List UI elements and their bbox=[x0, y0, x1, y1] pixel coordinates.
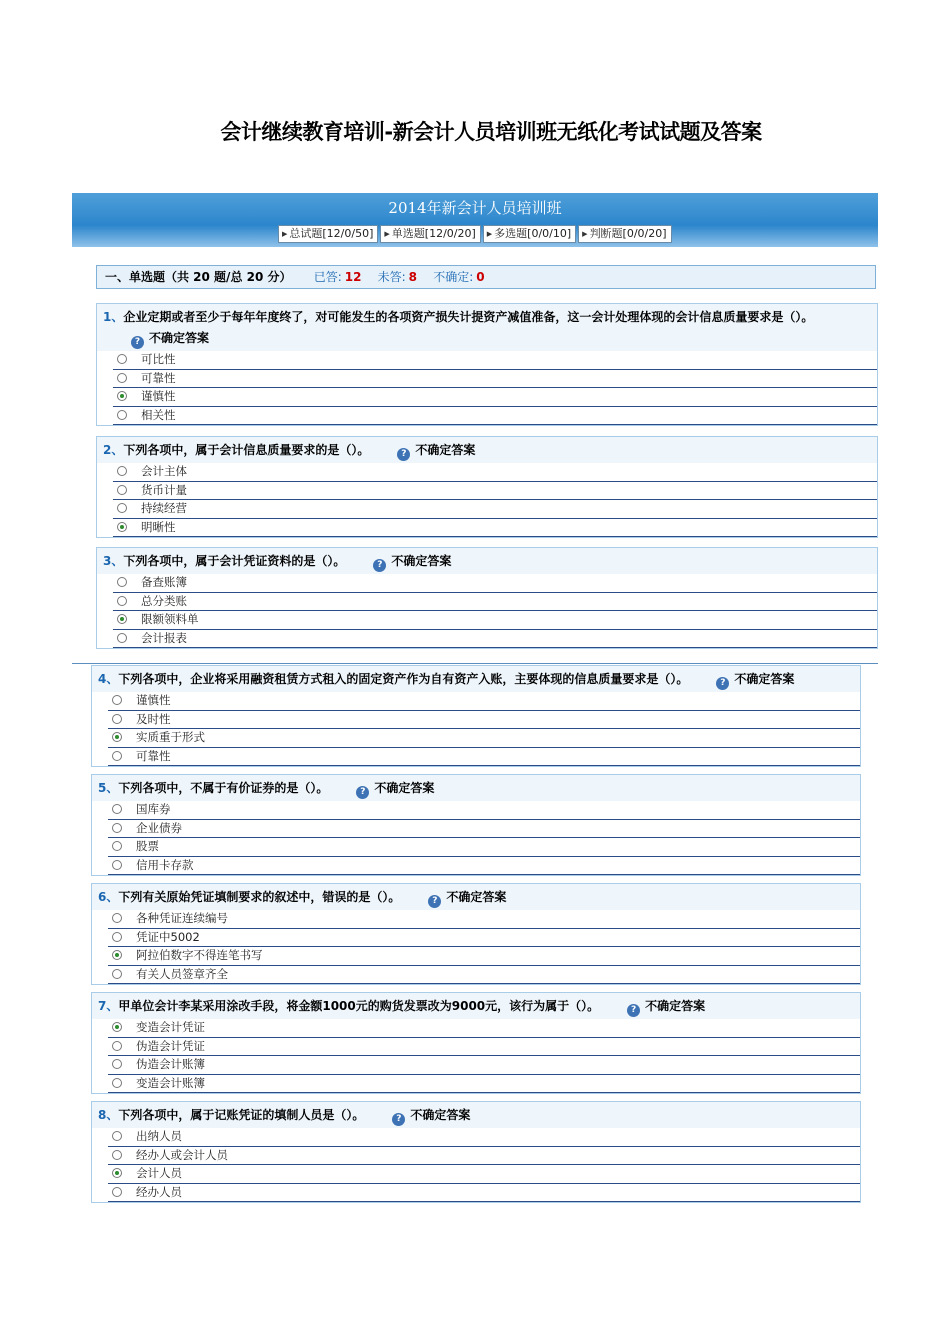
radio-icon[interactable] bbox=[112, 1059, 122, 1069]
answer-option[interactable] bbox=[108, 857, 860, 876]
answer-option[interactable] bbox=[108, 1075, 860, 1094]
radio-icon[interactable] bbox=[112, 823, 122, 833]
radio-icon[interactable] bbox=[117, 354, 127, 364]
unsure-answer-toggle[interactable] bbox=[356, 781, 434, 795]
question-number: 7、 bbox=[98, 999, 119, 1013]
radio-selected-icon[interactable] bbox=[112, 950, 122, 960]
tab-single-choice[interactable]: ▶ 单选题[12/0/20] bbox=[380, 225, 480, 243]
answer-option[interactable] bbox=[113, 500, 877, 519]
question-block bbox=[96, 436, 878, 538]
answer-option[interactable] bbox=[108, 929, 860, 948]
question-number: 1、 bbox=[103, 310, 124, 324]
unsure-label: 不确定答案 bbox=[645, 999, 706, 1013]
option-label: 谨慎性 bbox=[136, 693, 171, 707]
answer-option[interactable] bbox=[113, 482, 877, 501]
option-label: 会计人员 bbox=[136, 1166, 182, 1180]
radio-icon[interactable] bbox=[112, 913, 122, 923]
question-block bbox=[96, 547, 878, 649]
unsure-answer-toggle[interactable] bbox=[397, 443, 475, 457]
radio-icon[interactable] bbox=[112, 841, 122, 851]
option-label: 信用卡存款 bbox=[136, 857, 194, 872]
unanswered-count: 未答: 8 bbox=[377, 270, 418, 284]
option-label: 变造会计账簿 bbox=[136, 1075, 205, 1090]
question-number: 8、 bbox=[98, 1108, 119, 1122]
radio-icon[interactable] bbox=[117, 503, 127, 513]
answer-option[interactable] bbox=[108, 966, 860, 985]
radio-icon[interactable] bbox=[112, 1150, 122, 1160]
radio-icon[interactable] bbox=[112, 860, 122, 870]
question-number: 4、 bbox=[98, 672, 119, 686]
unsure-count: 不确定: 0 bbox=[433, 270, 485, 284]
option-label: 可靠性 bbox=[136, 748, 171, 763]
radio-icon[interactable] bbox=[112, 1187, 122, 1197]
option-label: 国库券 bbox=[136, 802, 171, 816]
radio-icon[interactable] bbox=[112, 1078, 122, 1088]
question-stem bbox=[92, 884, 860, 910]
radio-selected-icon[interactable] bbox=[117, 614, 127, 624]
answer-option[interactable] bbox=[113, 407, 877, 426]
triangle-right-icon: ▶ bbox=[384, 230, 390, 238]
help-icon: ? bbox=[428, 895, 441, 908]
option-label: 有关人员签章齐全 bbox=[136, 966, 228, 981]
answer-option[interactable] bbox=[108, 729, 860, 748]
unsure-label: 不确定答案 bbox=[415, 443, 476, 457]
help-icon: ? bbox=[627, 1004, 640, 1017]
section-title: 一、单选题（共 20 题/总 20 分） bbox=[105, 270, 292, 284]
radio-icon[interactable] bbox=[117, 577, 127, 587]
radio-icon[interactable] bbox=[117, 410, 127, 420]
question-block bbox=[91, 774, 861, 876]
question-block bbox=[91, 992, 861, 1094]
question-number: 5、 bbox=[98, 781, 119, 795]
answer-option[interactable] bbox=[113, 519, 877, 538]
option-label: 变造会计凭证 bbox=[136, 1020, 205, 1034]
radio-icon[interactable] bbox=[112, 969, 122, 979]
radio-icon[interactable] bbox=[117, 373, 127, 383]
answer-option[interactable] bbox=[108, 910, 860, 929]
help-icon: ? bbox=[131, 336, 144, 349]
question-stem bbox=[97, 304, 877, 351]
unsure-answer-toggle[interactable] bbox=[392, 1108, 470, 1122]
question-stem bbox=[92, 1102, 860, 1128]
option-label: 会计报表 bbox=[141, 630, 187, 645]
question-text: 企业定期或者至少于每年年度终了，对可能发生的各项资产损失计提资产减值准备，这一会计处理体现的会计信息质量要求是（）。 bbox=[123, 310, 814, 324]
option-label: 明晰性 bbox=[141, 519, 176, 534]
banner-title: 2014年新会计人员培训班 bbox=[388, 199, 562, 217]
question-text: 下列各项中，属于记账凭证的填制人员是（）。 bbox=[118, 1108, 365, 1122]
option-label: 限额领料单 bbox=[141, 612, 199, 626]
unsure-answer-toggle[interactable] bbox=[716, 672, 794, 686]
answer-option[interactable] bbox=[108, 838, 860, 857]
option-label: 货币计量 bbox=[141, 482, 187, 497]
answer-option[interactable] bbox=[108, 1184, 860, 1203]
answer-option[interactable] bbox=[108, 1056, 860, 1075]
question-stem bbox=[92, 666, 860, 692]
radio-icon[interactable] bbox=[117, 596, 127, 606]
answer-option[interactable] bbox=[108, 1165, 860, 1184]
option-label: 及时性 bbox=[136, 711, 171, 726]
question-stem bbox=[92, 775, 860, 801]
triangle-right-icon: ▶ bbox=[582, 230, 588, 238]
tab-all[interactable]: ▶ 总试题[12/0/50] bbox=[278, 225, 378, 243]
question-text: 下列各项中，属于会计凭证资料的是（）。 bbox=[123, 554, 346, 568]
unsure-label: 不确定答案 bbox=[391, 554, 452, 568]
option-label: 总分类账 bbox=[141, 593, 187, 608]
option-label: 出纳人员 bbox=[136, 1129, 182, 1143]
triangle-right-icon: ▶ bbox=[282, 230, 288, 238]
question-text: 下列各项中，不属于有价证券的是（）。 bbox=[118, 781, 329, 795]
unsure-answer-toggle[interactable] bbox=[373, 554, 451, 568]
unsure-answer-toggle[interactable] bbox=[131, 331, 209, 345]
option-label: 可比性 bbox=[141, 352, 176, 366]
radio-icon[interactable] bbox=[112, 1131, 122, 1141]
question-text: 下列各项中，属于会计信息质量要求的是（）。 bbox=[123, 443, 370, 457]
radio-icon[interactable] bbox=[117, 633, 127, 643]
question-block bbox=[91, 883, 861, 985]
help-icon: ? bbox=[397, 448, 410, 461]
document-title: 会计继续教育培训-新会计人员培训班无纸化考试试题及答案 bbox=[220, 120, 762, 144]
help-icon: ? bbox=[716, 677, 729, 690]
radio-icon[interactable] bbox=[117, 485, 127, 495]
answer-option[interactable] bbox=[108, 1019, 860, 1038]
question-number: 3、 bbox=[103, 554, 124, 568]
option-label: 伪造会计账簿 bbox=[136, 1057, 205, 1071]
answer-option[interactable] bbox=[108, 711, 860, 730]
radio-icon[interactable] bbox=[112, 804, 122, 814]
unsure-label: 不确定答案 bbox=[734, 672, 795, 686]
exam-banner bbox=[72, 193, 878, 247]
question-block bbox=[96, 303, 878, 426]
answer-option[interactable] bbox=[113, 370, 877, 389]
question-stem bbox=[92, 993, 860, 1019]
answer-option[interactable] bbox=[113, 630, 877, 649]
answer-option[interactable] bbox=[108, 748, 860, 767]
unsure-answer-toggle[interactable] bbox=[428, 890, 506, 904]
question-stem bbox=[97, 548, 877, 574]
section-header bbox=[96, 265, 876, 289]
option-label: 备查账簿 bbox=[141, 575, 187, 589]
answer-option[interactable] bbox=[113, 463, 877, 482]
radio-icon[interactable] bbox=[112, 751, 122, 761]
unsure-label: 不确定答案 bbox=[446, 890, 507, 904]
answer-option[interactable] bbox=[108, 1128, 860, 1147]
tab-multiple-choice[interactable]: ▶ 多选题[0/0/10] bbox=[483, 225, 576, 243]
radio-icon[interactable] bbox=[112, 714, 122, 724]
page-divider bbox=[72, 663, 878, 664]
help-icon: ? bbox=[373, 559, 386, 572]
answer-option[interactable] bbox=[108, 692, 860, 711]
unsure-answer-toggle[interactable] bbox=[627, 999, 705, 1013]
question-text: 甲单位会计李某采用涂改手段，将金额1000元的购货发票改为9000元，该行为属于（）。 bbox=[118, 999, 600, 1013]
radio-selected-icon[interactable] bbox=[112, 732, 122, 742]
answer-option[interactable] bbox=[108, 1147, 860, 1166]
option-label: 阿拉伯数字不得连笔书写 bbox=[136, 948, 263, 962]
answer-option[interactable] bbox=[113, 351, 877, 370]
question-number: 6、 bbox=[98, 890, 119, 904]
radio-selected-icon[interactable] bbox=[112, 1168, 122, 1178]
answer-option[interactable] bbox=[108, 820, 860, 839]
answer-option[interactable] bbox=[108, 947, 860, 966]
radio-selected-icon[interactable] bbox=[112, 1022, 122, 1032]
question-text: 下列有关原始凭证填制要求的叙述中，错误的是（）。 bbox=[118, 890, 401, 904]
radio-selected-icon[interactable] bbox=[117, 391, 127, 401]
option-label: 各种凭证连续编号 bbox=[136, 911, 228, 925]
option-label: 经办人或会计人员 bbox=[136, 1147, 228, 1162]
option-label: 企业债券 bbox=[136, 820, 182, 835]
option-label: 可靠性 bbox=[141, 370, 176, 385]
triangle-right-icon: ▶ bbox=[486, 230, 493, 238]
radio-icon[interactable] bbox=[112, 932, 122, 942]
option-label: 会计主体 bbox=[141, 464, 187, 478]
option-label: 谨慎性 bbox=[141, 389, 176, 403]
option-label: 相关性 bbox=[141, 407, 176, 422]
radio-icon[interactable] bbox=[117, 466, 127, 476]
option-label: 伪造会计凭证 bbox=[136, 1038, 205, 1053]
answer-option[interactable] bbox=[113, 593, 877, 612]
radio-icon[interactable] bbox=[112, 695, 122, 705]
radio-selected-icon[interactable] bbox=[117, 522, 127, 532]
question-stem bbox=[97, 437, 877, 463]
unsure-label: 不确定答案 bbox=[410, 1108, 471, 1122]
answer-option[interactable] bbox=[113, 574, 877, 593]
answer-option[interactable] bbox=[113, 388, 877, 407]
question-block bbox=[91, 665, 861, 767]
question-type-tabs bbox=[278, 225, 672, 243]
option-label: 持续经营 bbox=[141, 501, 187, 515]
question-text: 下列各项中，企业将采用融资租赁方式租入的固定资产作为自有资产入账，主要体现的信息质量要求是（）。 bbox=[118, 672, 689, 686]
unsure-label: 不确定答案 bbox=[149, 331, 210, 345]
option-label: 经办人员 bbox=[136, 1184, 182, 1199]
unsure-label: 不确定答案 bbox=[374, 781, 435, 795]
question-block bbox=[91, 1101, 861, 1203]
help-icon: ? bbox=[356, 786, 369, 799]
help-icon: ? bbox=[392, 1113, 405, 1126]
question-number: 2、 bbox=[103, 443, 124, 457]
answer-option[interactable] bbox=[108, 801, 860, 820]
tab-true-false[interactable]: ▶ 判断题[0/0/20] bbox=[578, 225, 671, 243]
answered-count: 已答: 12 bbox=[313, 270, 362, 284]
answer-option[interactable] bbox=[108, 1038, 860, 1057]
answer-option[interactable] bbox=[113, 611, 877, 630]
option-label: 实质重于形式 bbox=[136, 730, 205, 744]
radio-icon[interactable] bbox=[112, 1041, 122, 1051]
option-label: 股票 bbox=[136, 839, 159, 853]
option-label: 凭证中5002 bbox=[136, 929, 200, 944]
